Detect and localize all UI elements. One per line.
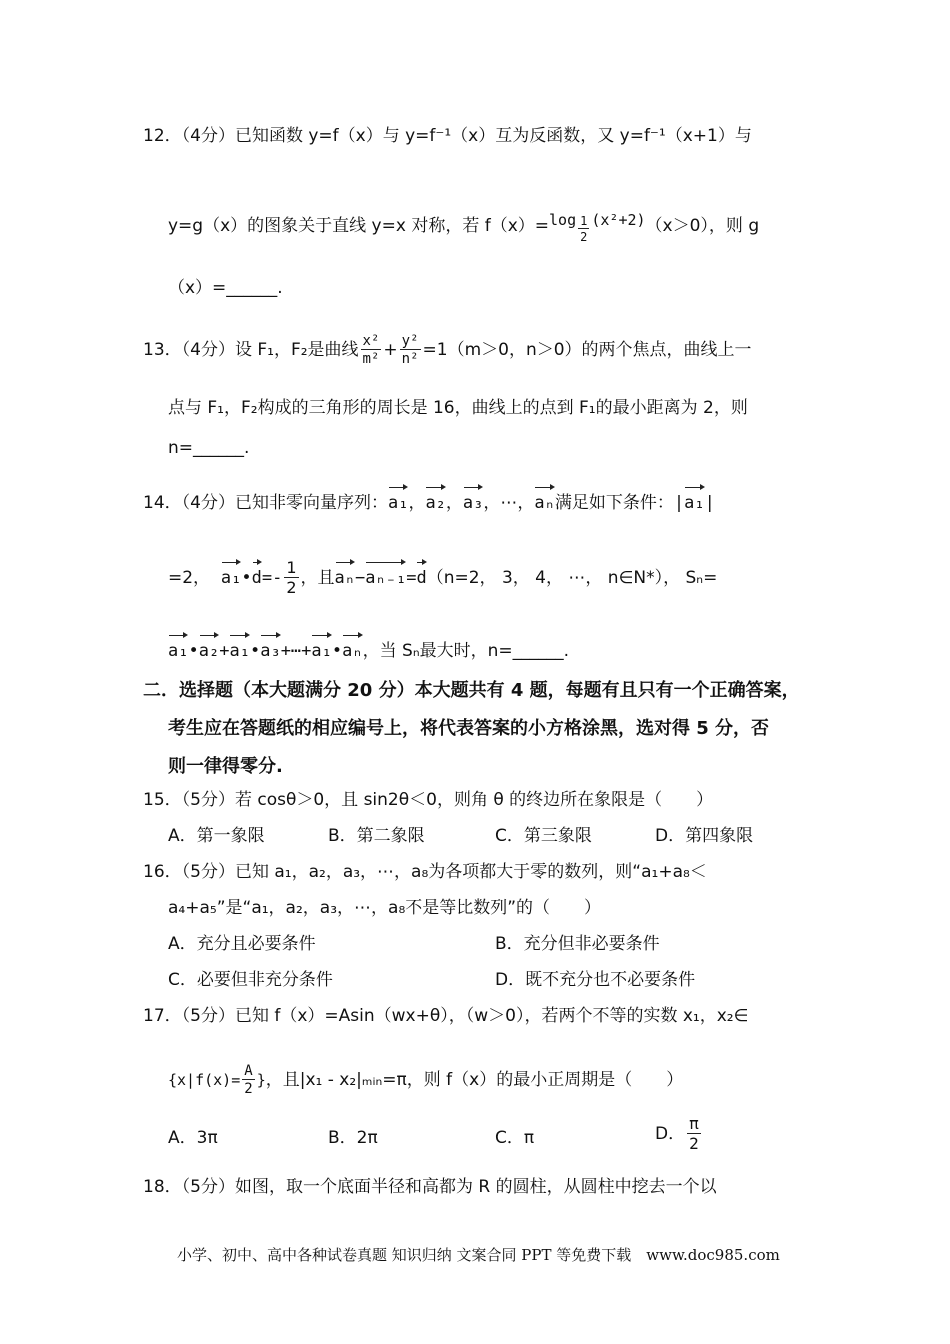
- section2-line2: 考生应在答题纸的相应编号上，将代表答案的小方格涂黑，选对得 5 分，否: [168, 718, 770, 739]
- q18-line1: 18．（5分）如图，取一个底面半径和高都为 R 的圆柱，从圆柱中挖去一个以: [143, 1177, 717, 1197]
- vector-d: d: [416, 557, 426, 590]
- option-d-label: D．: [655, 1124, 686, 1144]
- set-close: }: [256, 1071, 266, 1089]
- y-over-n-fraction: $\frac{\text{y²}}{\text{n²}}$: [401, 333, 419, 367]
- plus-sign: +: [383, 340, 398, 360]
- q12-text-b: （x＞0），则 g: [645, 216, 760, 236]
- section2-line1: 二．选择题（本大题满分 20 分）本大题共有 4 题，每题有且只有一个正确答案，: [143, 680, 800, 701]
- vector-a1: a₁: [168, 630, 188, 663]
- q14-eq2: =2，: [168, 568, 211, 588]
- q16-option-c: C．必要但非充分条件: [168, 970, 333, 990]
- a-over-2-fraction: $\frac{A}{2}$: [244, 1063, 253, 1097]
- ellipsis: ⋯: [500, 493, 518, 513]
- equals-sign: =: [406, 568, 417, 588]
- q15-stem: 15．（5分）若 cosθ＞0，且 sin2θ＜0，则角 θ 的终边所在象限是（ ）: [143, 790, 714, 810]
- log-base-fraction: $\frac{1}{2}$: [580, 214, 588, 244]
- q14-text-b: 满足如下条件：: [554, 493, 674, 513]
- log-symbol: log: [549, 211, 577, 229]
- q13-text-b: =1（m＞0，n＞0）的两个焦点，曲线上一: [422, 340, 752, 360]
- plus-ellipsis: +⋯+: [280, 641, 312, 661]
- vector-an: aₙ: [534, 482, 554, 515]
- q12-line2: [168, 208, 759, 243]
- q14-line3: [168, 630, 569, 663]
- equals-minus: =-: [261, 568, 283, 588]
- vector-a1: a₁: [311, 630, 331, 663]
- q17-text-b: ，且|x₁ - x₂|ₘᵢₙ=π，则 f（x）的最小正周期是（ ）: [265, 1070, 684, 1090]
- page-footer: 小学、初中、高中各种试卷真题 知识归纳 文案合同 PPT 等免费下载 www.doc985.com: [177, 1246, 780, 1264]
- set-open: {x|f(x)=: [168, 1071, 241, 1089]
- vector-a2: a₂: [199, 630, 219, 663]
- q14-line1: [143, 482, 715, 515]
- x-over-m-fraction: $\frac{\text{x²}}{\text{m²}}$: [362, 333, 380, 367]
- vector-a1: a₁: [229, 630, 249, 663]
- q16-line2: a₄+a₅”是“a₁，a₂，a₃，⋯，a₈不是等比数列”的（ ）: [168, 898, 602, 918]
- comma: ，: [408, 493, 426, 513]
- q15-option-b: B．第二象限: [328, 826, 425, 846]
- q14-line2: [168, 557, 717, 596]
- q15-option-a: A．第一象限: [168, 826, 265, 846]
- pi-over-2-fraction: $\frac{\pi}{2}$: [689, 1114, 699, 1153]
- q13-line2: 点与 F₁，F₂构成的三角形的周长是 16，曲线上的点到 F₁的最小距离为 2，则: [168, 398, 748, 418]
- dot-operator: •: [241, 568, 252, 588]
- vector-a1: a₁: [221, 557, 241, 590]
- q17-line2: [168, 1064, 683, 1096]
- q13-line3: n=______.: [168, 438, 250, 458]
- q14-text-a: 14．（4分）已知非零向量序列：: [143, 493, 388, 513]
- q17-option-c: C．π: [495, 1128, 535, 1148]
- vector-a3: a₃: [463, 482, 483, 515]
- q16-line1: 16．（5分）已知 a₁，a₂，a₃，⋯，a₈为各项都大于零的数列，则“a₁+a₈＜: [143, 862, 707, 882]
- comma: ，: [445, 493, 463, 513]
- abs-bar-right: |: [704, 493, 715, 513]
- q13-line1: [143, 334, 752, 366]
- q14-text-d: ，当 Sₙ最大时，n=______.: [362, 641, 570, 661]
- q12-text-a: y=g（x）的图象关于直线 y=x 对称，若 f（x）=: [168, 216, 550, 236]
- q12-line3: （x）=______.: [168, 278, 283, 298]
- vector-a1: a₁: [388, 482, 408, 515]
- vector-an: aₙ: [342, 630, 362, 663]
- q16-option-a: A．充分且必要条件: [168, 934, 316, 954]
- vector-d: d: [252, 557, 262, 590]
- minus-sign: −: [355, 568, 366, 588]
- q17-option-a: A．3π: [168, 1128, 218, 1148]
- comma: ，: [517, 493, 535, 513]
- dot-operator: •: [188, 641, 199, 661]
- log-argument: (x²+2): [591, 211, 646, 229]
- vector-abs-a1: a₁: [684, 482, 704, 515]
- q17-option-d: [655, 1116, 703, 1152]
- section2-line3: 则一律得零分.: [168, 756, 283, 777]
- abs-bar-left: |: [673, 493, 685, 513]
- q12-line1: 12．（4分）已知函数 y=f（x）与 y=f⁻¹（x）互为反函数，又 y=f⁻¹（x+1）与: [143, 126, 752, 146]
- q16-option-b: B．充分但非必要条件: [495, 934, 660, 954]
- half-fraction: $\frac{1}{2}$: [286, 558, 297, 597]
- dot-operator: •: [331, 641, 343, 661]
- q16-option-d: D．既不充分也不必要条件: [495, 970, 696, 990]
- q13-text-a: 13．（4分）设 F₁，F₂是曲线: [143, 340, 359, 360]
- q15-option-c: C．第三象限: [495, 826, 592, 846]
- plus-sign: +: [219, 641, 230, 661]
- q14-text-c: （n=2， 3， 4， ⋯， n∈N*）， Sₙ=: [426, 568, 718, 588]
- vector-a3: a₃: [260, 630, 280, 663]
- q17-option-b: B．2π: [328, 1128, 378, 1148]
- q17-line1: 17．（5分）已知 f（x）=Asin（wx+θ），（w＞0），若两个不等的实数 x₁，x₂∈: [143, 1006, 749, 1026]
- dot-operator: •: [249, 641, 261, 661]
- vector-an: aₙ: [335, 557, 355, 590]
- vector-an-minus-1: aₙ₋₁: [365, 557, 406, 590]
- q14-text-qie: ，且: [300, 568, 335, 588]
- comma: ，: [483, 493, 501, 513]
- vector-a2: a₂: [425, 482, 445, 515]
- q15-option-d: D．第四象限: [655, 826, 754, 846]
